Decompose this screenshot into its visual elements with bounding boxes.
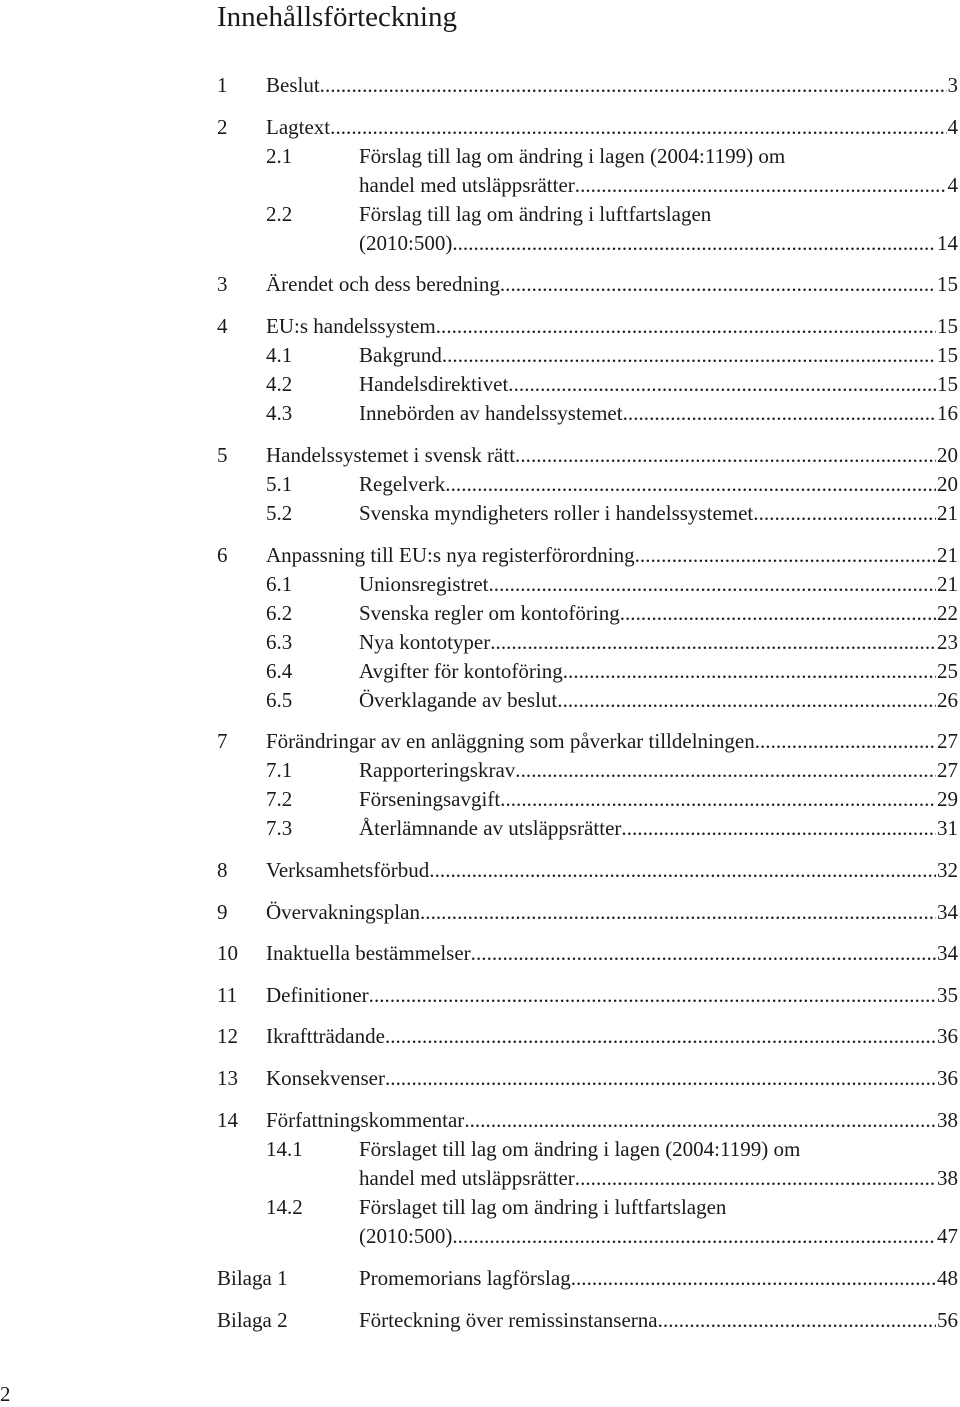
toc-leader-dots <box>557 686 936 715</box>
toc-entry[interactable] <box>217 657 958 686</box>
toc-entry[interactable] <box>217 171 958 200</box>
toc-label: Handelssystemet i svensk rätt <box>266 443 516 467</box>
toc-leader-dots <box>488 570 936 599</box>
toc-entry[interactable] <box>217 200 958 229</box>
toc-label: handel med utsläppsrätter <box>359 173 575 197</box>
toc-entry[interactable] <box>217 71 958 100</box>
toc-entry[interactable] <box>217 1064 958 1093</box>
toc-page: 20 <box>937 472 958 496</box>
toc-page: 15 <box>937 272 958 296</box>
toc-label: Lagtext <box>266 115 331 139</box>
toc-entry[interactable] <box>217 312 958 341</box>
toc-page: 56 <box>937 1308 958 1332</box>
toc-label: Överklagande av beslut <box>359 688 558 712</box>
toc-page: 16 <box>937 401 958 425</box>
toc-page: 36 <box>937 1066 958 1090</box>
toc-number: 10 <box>217 941 238 965</box>
toc-leader-dots <box>442 341 936 370</box>
toc-label: handel med utsläppsrätter <box>359 1166 575 1190</box>
toc-number: 6.5 <box>266 688 293 712</box>
toc-number: 6.2 <box>266 601 293 625</box>
toc-label: Innebörden av handelssystemet <box>359 401 623 425</box>
toc-leader-dots <box>563 657 936 686</box>
toc-label: Nya kontotyper <box>359 630 491 654</box>
page-title: Innehållsförteckning <box>217 1 457 33</box>
toc-leader-dots <box>620 599 936 628</box>
toc-number: 4 <box>217 314 228 338</box>
toc-number: 6.4 <box>266 659 293 683</box>
toc-leader-dots <box>755 727 936 756</box>
toc-page: 21 <box>937 501 958 525</box>
toc-label: Förteckning över remissinstanserna <box>359 1308 658 1332</box>
toc-entry[interactable] <box>217 898 958 927</box>
toc-label: Ärendet och dess beredning <box>266 272 500 296</box>
toc-label: Svenska regler om kontoföring <box>359 601 620 625</box>
toc-entry[interactable] <box>217 570 958 599</box>
toc-leader-dots <box>515 756 936 785</box>
toc-number: 5.1 <box>266 472 293 496</box>
toc-page: 47 <box>937 1224 958 1248</box>
toc-entry[interactable] <box>217 1264 958 1293</box>
toc-page: 4 <box>947 115 958 139</box>
toc-page: 15 <box>937 372 958 396</box>
toc-number: 4.2 <box>266 372 293 396</box>
toc-label: Förslag till lag om ändring i lagen (2004:1199) om <box>359 144 786 168</box>
toc-number: 14.1 <box>266 1137 303 1161</box>
toc-leader-dots <box>753 499 936 528</box>
toc-entry[interactable] <box>217 142 958 171</box>
toc-label: Ikraftträdande <box>266 1024 385 1048</box>
toc-label: Förslag till lag om ändring i luftfartslagen <box>359 202 712 226</box>
toc-label: Rapporteringskrav <box>359 758 516 782</box>
toc-label: Förseningsavgift <box>359 787 501 811</box>
toc-label: Återlämnande av utsläppsrätter <box>359 816 622 840</box>
toc-number: 8 <box>217 858 228 882</box>
toc-entry[interactable] <box>217 113 958 142</box>
toc-leader-dots <box>575 171 947 200</box>
toc-entry[interactable] <box>217 399 958 428</box>
toc-leader-dots <box>635 541 936 570</box>
toc-leader-dots <box>508 370 936 399</box>
toc-entry[interactable] <box>217 441 958 470</box>
toc-label: Avgifter för kontoföring <box>359 659 563 683</box>
toc-page: 20 <box>937 443 958 467</box>
toc-label: Promemorians lagförslag <box>359 1266 571 1290</box>
toc-number: 12 <box>217 1024 238 1048</box>
toc-page: 15 <box>937 314 958 338</box>
toc-page: 38 <box>937 1166 958 1190</box>
toc-leader-dots <box>571 1264 936 1293</box>
toc-entry[interactable] <box>217 981 958 1010</box>
toc-label: Regelverk <box>359 472 446 496</box>
toc-number: 14 <box>217 1108 238 1132</box>
toc-number: 1 <box>217 73 228 97</box>
toc-entry[interactable] <box>217 599 958 628</box>
toc-label: (2010:500) <box>359 1224 453 1248</box>
toc-leader-dots <box>445 470 936 499</box>
toc-label: Konsekvenser <box>266 1066 385 1090</box>
toc-page: 25 <box>937 659 958 683</box>
toc-number: 6.1 <box>266 572 293 596</box>
toc-page: 32 <box>937 858 958 882</box>
toc-label: Definitioner <box>266 983 369 1007</box>
toc-entry[interactable] <box>217 229 958 258</box>
toc-number: Bilaga 2 <box>217 1308 288 1332</box>
toc-label: Inaktuella bestämmelser <box>266 941 471 965</box>
toc-page: 27 <box>937 729 958 753</box>
toc-leader-dots <box>385 1022 936 1051</box>
toc-page: 29 <box>937 787 958 811</box>
toc-leader-dots <box>436 312 936 341</box>
toc-number: 6 <box>217 543 228 567</box>
toc-label: (2010:500) <box>359 231 453 255</box>
toc-page: 21 <box>937 543 958 567</box>
toc-number: 14.2 <box>266 1195 303 1219</box>
toc-page: 36 <box>937 1024 958 1048</box>
toc-leader-dots <box>452 229 936 258</box>
toc-leader-dots <box>369 981 936 1010</box>
toc-leader-dots <box>515 441 936 470</box>
toc-number: 6.3 <box>266 630 293 654</box>
toc-entry[interactable] <box>217 1106 958 1135</box>
toc-number: 2.1 <box>266 144 293 168</box>
toc-number: 7.1 <box>266 758 293 782</box>
toc-entry[interactable] <box>217 856 958 885</box>
toc-label: Författningskommentar <box>266 1108 465 1132</box>
toc-leader-dots <box>330 113 946 142</box>
toc-label: Handelsdirektivet <box>359 372 509 396</box>
toc-label: EU:s handelssystem <box>266 314 436 338</box>
toc-leader-dots <box>464 1106 936 1135</box>
toc-label: Unionsregistret <box>359 572 489 596</box>
toc-number: 5.2 <box>266 501 293 525</box>
toc-entry[interactable] <box>217 686 958 715</box>
toc-number: Bilaga 1 <box>217 1266 288 1290</box>
toc-number: 13 <box>217 1066 238 1090</box>
toc-page: 21 <box>937 572 958 596</box>
toc-leader-dots <box>452 1222 936 1251</box>
toc-page: 26 <box>937 688 958 712</box>
toc-entry[interactable] <box>217 756 958 785</box>
toc-label: Svenska myndigheters roller i handelssystemet <box>359 501 754 525</box>
toc-page: 38 <box>937 1108 958 1132</box>
toc-entry[interactable] <box>217 1193 958 1222</box>
toc-leader-dots <box>658 1306 936 1335</box>
toc-leader-dots <box>320 71 947 100</box>
toc-page: 3 <box>947 73 958 97</box>
toc-label: Förändringar av en anläggning som påverkar tilldelningen <box>266 729 755 753</box>
toc-entry[interactable] <box>217 814 958 843</box>
toc-page: 34 <box>937 900 958 924</box>
toc-number: 7 <box>217 729 228 753</box>
toc-page: 23 <box>937 630 958 654</box>
toc-leader-dots <box>385 1064 936 1093</box>
toc-page: 15 <box>937 343 958 367</box>
toc-entry[interactable] <box>217 1022 958 1051</box>
toc-entry[interactable] <box>217 1135 958 1164</box>
toc-number: 11 <box>217 983 238 1007</box>
page-number: 2 <box>0 1382 11 1406</box>
toc-number: 4.3 <box>266 401 293 425</box>
toc-page: 4 <box>947 173 958 197</box>
toc-page: 14 <box>937 231 958 255</box>
toc-entry[interactable] <box>217 628 958 657</box>
toc-page: 22 <box>937 601 958 625</box>
toc-number: 2.2 <box>266 202 293 226</box>
toc-page: 31 <box>937 816 958 840</box>
toc-label: Bakgrund <box>359 343 442 367</box>
toc-label: Beslut <box>266 73 320 97</box>
toc-number: 9 <box>217 900 228 924</box>
toc-entry[interactable] <box>217 1306 958 1335</box>
toc-leader-dots <box>623 399 936 428</box>
toc-entry[interactable] <box>217 470 958 499</box>
toc-entry[interactable] <box>217 727 958 756</box>
toc-entry[interactable] <box>217 1222 958 1251</box>
toc-leader-dots <box>490 628 936 657</box>
toc-entry[interactable] <box>217 541 958 570</box>
toc-leader-dots <box>575 1164 936 1193</box>
toc-leader-dots <box>429 856 936 885</box>
toc-label: Förslaget till lag om ändring i luftfartslagen <box>359 1195 727 1219</box>
toc-leader-dots <box>471 939 936 968</box>
toc-entry[interactable] <box>217 939 958 968</box>
toc-leader-dots <box>500 270 936 299</box>
toc-leader-dots <box>420 898 936 927</box>
toc-entry[interactable] <box>217 270 958 299</box>
toc-label: Övervakningsplan <box>266 900 420 924</box>
toc-page: 27 <box>937 758 958 782</box>
toc-number: 4.1 <box>266 343 293 367</box>
toc-label: Verksamhetsförbud <box>266 858 430 882</box>
toc-label: Förslaget till lag om ändring i lagen (2004:1199) om <box>359 1137 801 1161</box>
toc-number: 5 <box>217 443 228 467</box>
toc-number: 7.2 <box>266 787 293 811</box>
toc-label: Anpassning till EU:s nya registerförordning <box>266 543 635 567</box>
toc-entry[interactable] <box>217 341 958 370</box>
toc-entry[interactable] <box>217 1164 958 1193</box>
toc-entry[interactable] <box>217 785 958 814</box>
toc-number: 2 <box>217 115 228 139</box>
toc-number: 7.3 <box>266 816 293 840</box>
toc-leader-dots <box>500 785 936 814</box>
toc-page: 48 <box>937 1266 958 1290</box>
toc-entry[interactable] <box>217 370 958 399</box>
toc-entry[interactable] <box>217 499 958 528</box>
toc-page: 34 <box>937 941 958 965</box>
toc-number: 3 <box>217 272 228 296</box>
toc-page: 35 <box>937 983 958 1007</box>
toc-leader-dots <box>621 814 936 843</box>
